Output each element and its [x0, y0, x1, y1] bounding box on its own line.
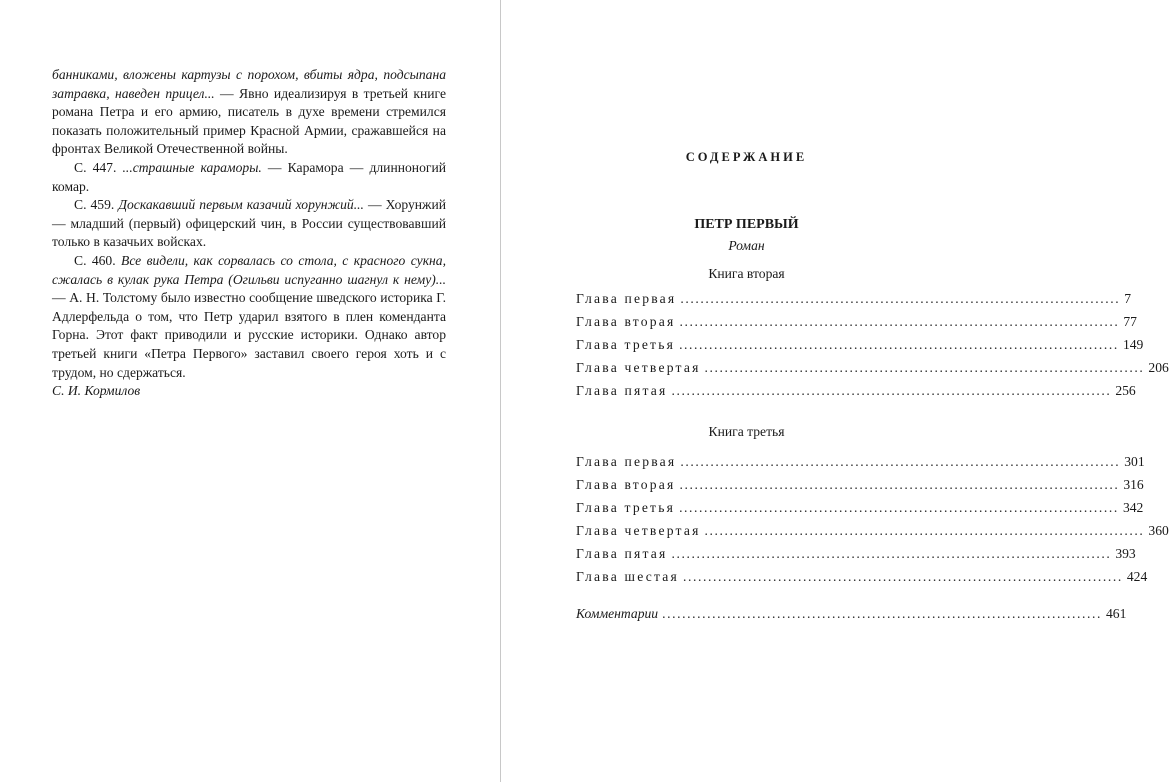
left-page: [52, 66, 446, 401]
dot-leader: ........................................................................................: [679, 337, 1119, 352]
commentary-paragraph: [52, 196, 446, 252]
page-reference: С. 459.: [74, 197, 119, 213]
page-number: 360: [1148, 523, 1169, 538]
chapter-label: Глава первая: [576, 291, 677, 306]
page-reference: С. 460.: [74, 252, 122, 268]
page-number: 316: [1123, 477, 1144, 492]
dot-leader: ........................................................................................: [704, 523, 1145, 538]
toc-entry[interactable]: [576, 473, 1144, 496]
part-chapter-list: [576, 450, 1169, 588]
chapter-label: Глава вторая: [576, 314, 676, 329]
chapter-label: Глава первая: [576, 454, 677, 469]
commentary-text: — Карамора — длинноногий комар.: [52, 159, 446, 194]
chapter-label: Глава третья: [576, 500, 676, 515]
page-number: 301: [1124, 454, 1145, 469]
page-gutter-divider: [500, 0, 501, 782]
author-signature: С. И. Кормилов: [52, 383, 141, 399]
commentary-paragraph: [52, 252, 446, 382]
chapter-label: Глава третья: [576, 337, 676, 352]
page-number: 77: [1123, 314, 1137, 329]
page-number: 342: [1122, 500, 1144, 515]
table-of-contents: [576, 150, 1169, 625]
commentary-text: — Явно идеализируя в третьей книге романа Петра и его армию, писатель в духе времени стремился показать положительный пример Красной Армии, сражавшейся на фронтах Великой Отечественной войны.: [52, 85, 446, 157]
toc-entry[interactable]: [576, 565, 1148, 588]
toc-entry[interactable]: [576, 519, 1169, 542]
toc-entry[interactable]: [576, 356, 1169, 379]
page-number: 7: [1124, 291, 1132, 306]
dot-leader: ........................................................................................: [679, 500, 1119, 515]
toc-entry[interactable]: [576, 333, 1144, 356]
chapter-label: Глава пятая: [576, 383, 668, 398]
quoted-text: ...страшные караморы.: [122, 159, 262, 175]
page-number: 461: [1105, 606, 1127, 621]
toc-entry[interactable]: [576, 310, 1137, 333]
toc-entry[interactable]: [576, 496, 1144, 519]
dot-leader: ........................................................................................: [704, 360, 1145, 375]
commentary-text: — Хорунжий — младший (первый) офицерский чин, в России существовавший только в казачьих войсках.: [52, 197, 446, 250]
commentary-paragraph: [52, 159, 446, 196]
toc-entry[interactable]: [576, 379, 1136, 402]
page-number: 149: [1122, 337, 1144, 352]
toc-entry[interactable]: [576, 450, 1145, 473]
part-title: Книга третья: [708, 424, 785, 439]
part-chapter-list: [576, 287, 1169, 402]
quoted-text: Все видели, как сорвалась со стола, с красного сукна, сжалась в кулак рука Петра (Огильви испуганно шагнул к нему)...: [52, 252, 446, 287]
dot-leader: ........................................................................................: [679, 477, 1120, 492]
dot-leader: ........................................................................................: [680, 454, 1121, 469]
quoted-text: банниками, вложены картузы с порохом, вбиты ядра, подсыпана затравка, наведен прицел...: [52, 67, 446, 101]
chapter-label: Глава вторая: [576, 477, 676, 492]
dot-leader: ........................................................................................: [679, 314, 1120, 329]
page-number: 206: [1148, 360, 1169, 375]
quoted-text: Доскакавший первым казачий хорунжий...: [118, 197, 364, 213]
comments-label: Комментарии: [576, 606, 659, 621]
part-title: Книга вторая: [708, 266, 785, 281]
toc-entry[interactable]: [576, 287, 1132, 310]
book-title: ПЕТР ПЕРВЫЙ: [694, 217, 799, 232]
chapter-label: Глава шестая: [576, 569, 679, 584]
page-number: 424: [1126, 569, 1148, 584]
toc-heading: СОДЕРЖАНИЕ: [685, 150, 808, 164]
toc-entry[interactable]: [576, 542, 1136, 565]
commentary-paragraph: [52, 66, 446, 159]
commentary-text: — А. Н. Толстому было известно сообщение шведского историка Г. Адлерфельда о том, что Петр ударил взятого в плен коменданта Горна. Этот факт приводили и русские историки. Однако автор третьей книги «Петра Первого» заставил своего героя хоть и с трудом, но сдержаться.: [52, 290, 446, 380]
chapter-label: Глава четвертая: [576, 523, 701, 538]
toc-entry-comments[interactable]: [576, 602, 1127, 625]
page-number: 393: [1115, 546, 1136, 561]
page-reference: С. 447.: [74, 159, 123, 175]
dot-leader: ........................................................................................: [680, 291, 1121, 306]
dot-leader: ........................................................................................: [671, 383, 1112, 398]
book-genre: Роман: [728, 238, 765, 253]
page-number: 256: [1115, 383, 1136, 398]
dot-leader: ........................................................................................: [683, 569, 1123, 584]
chapter-label: Глава пятая: [576, 546, 668, 561]
chapter-label: Глава четвертая: [576, 360, 701, 375]
dot-leader: ........................................................................................: [671, 546, 1112, 561]
dot-leader: ........................................................................................: [662, 606, 1102, 621]
